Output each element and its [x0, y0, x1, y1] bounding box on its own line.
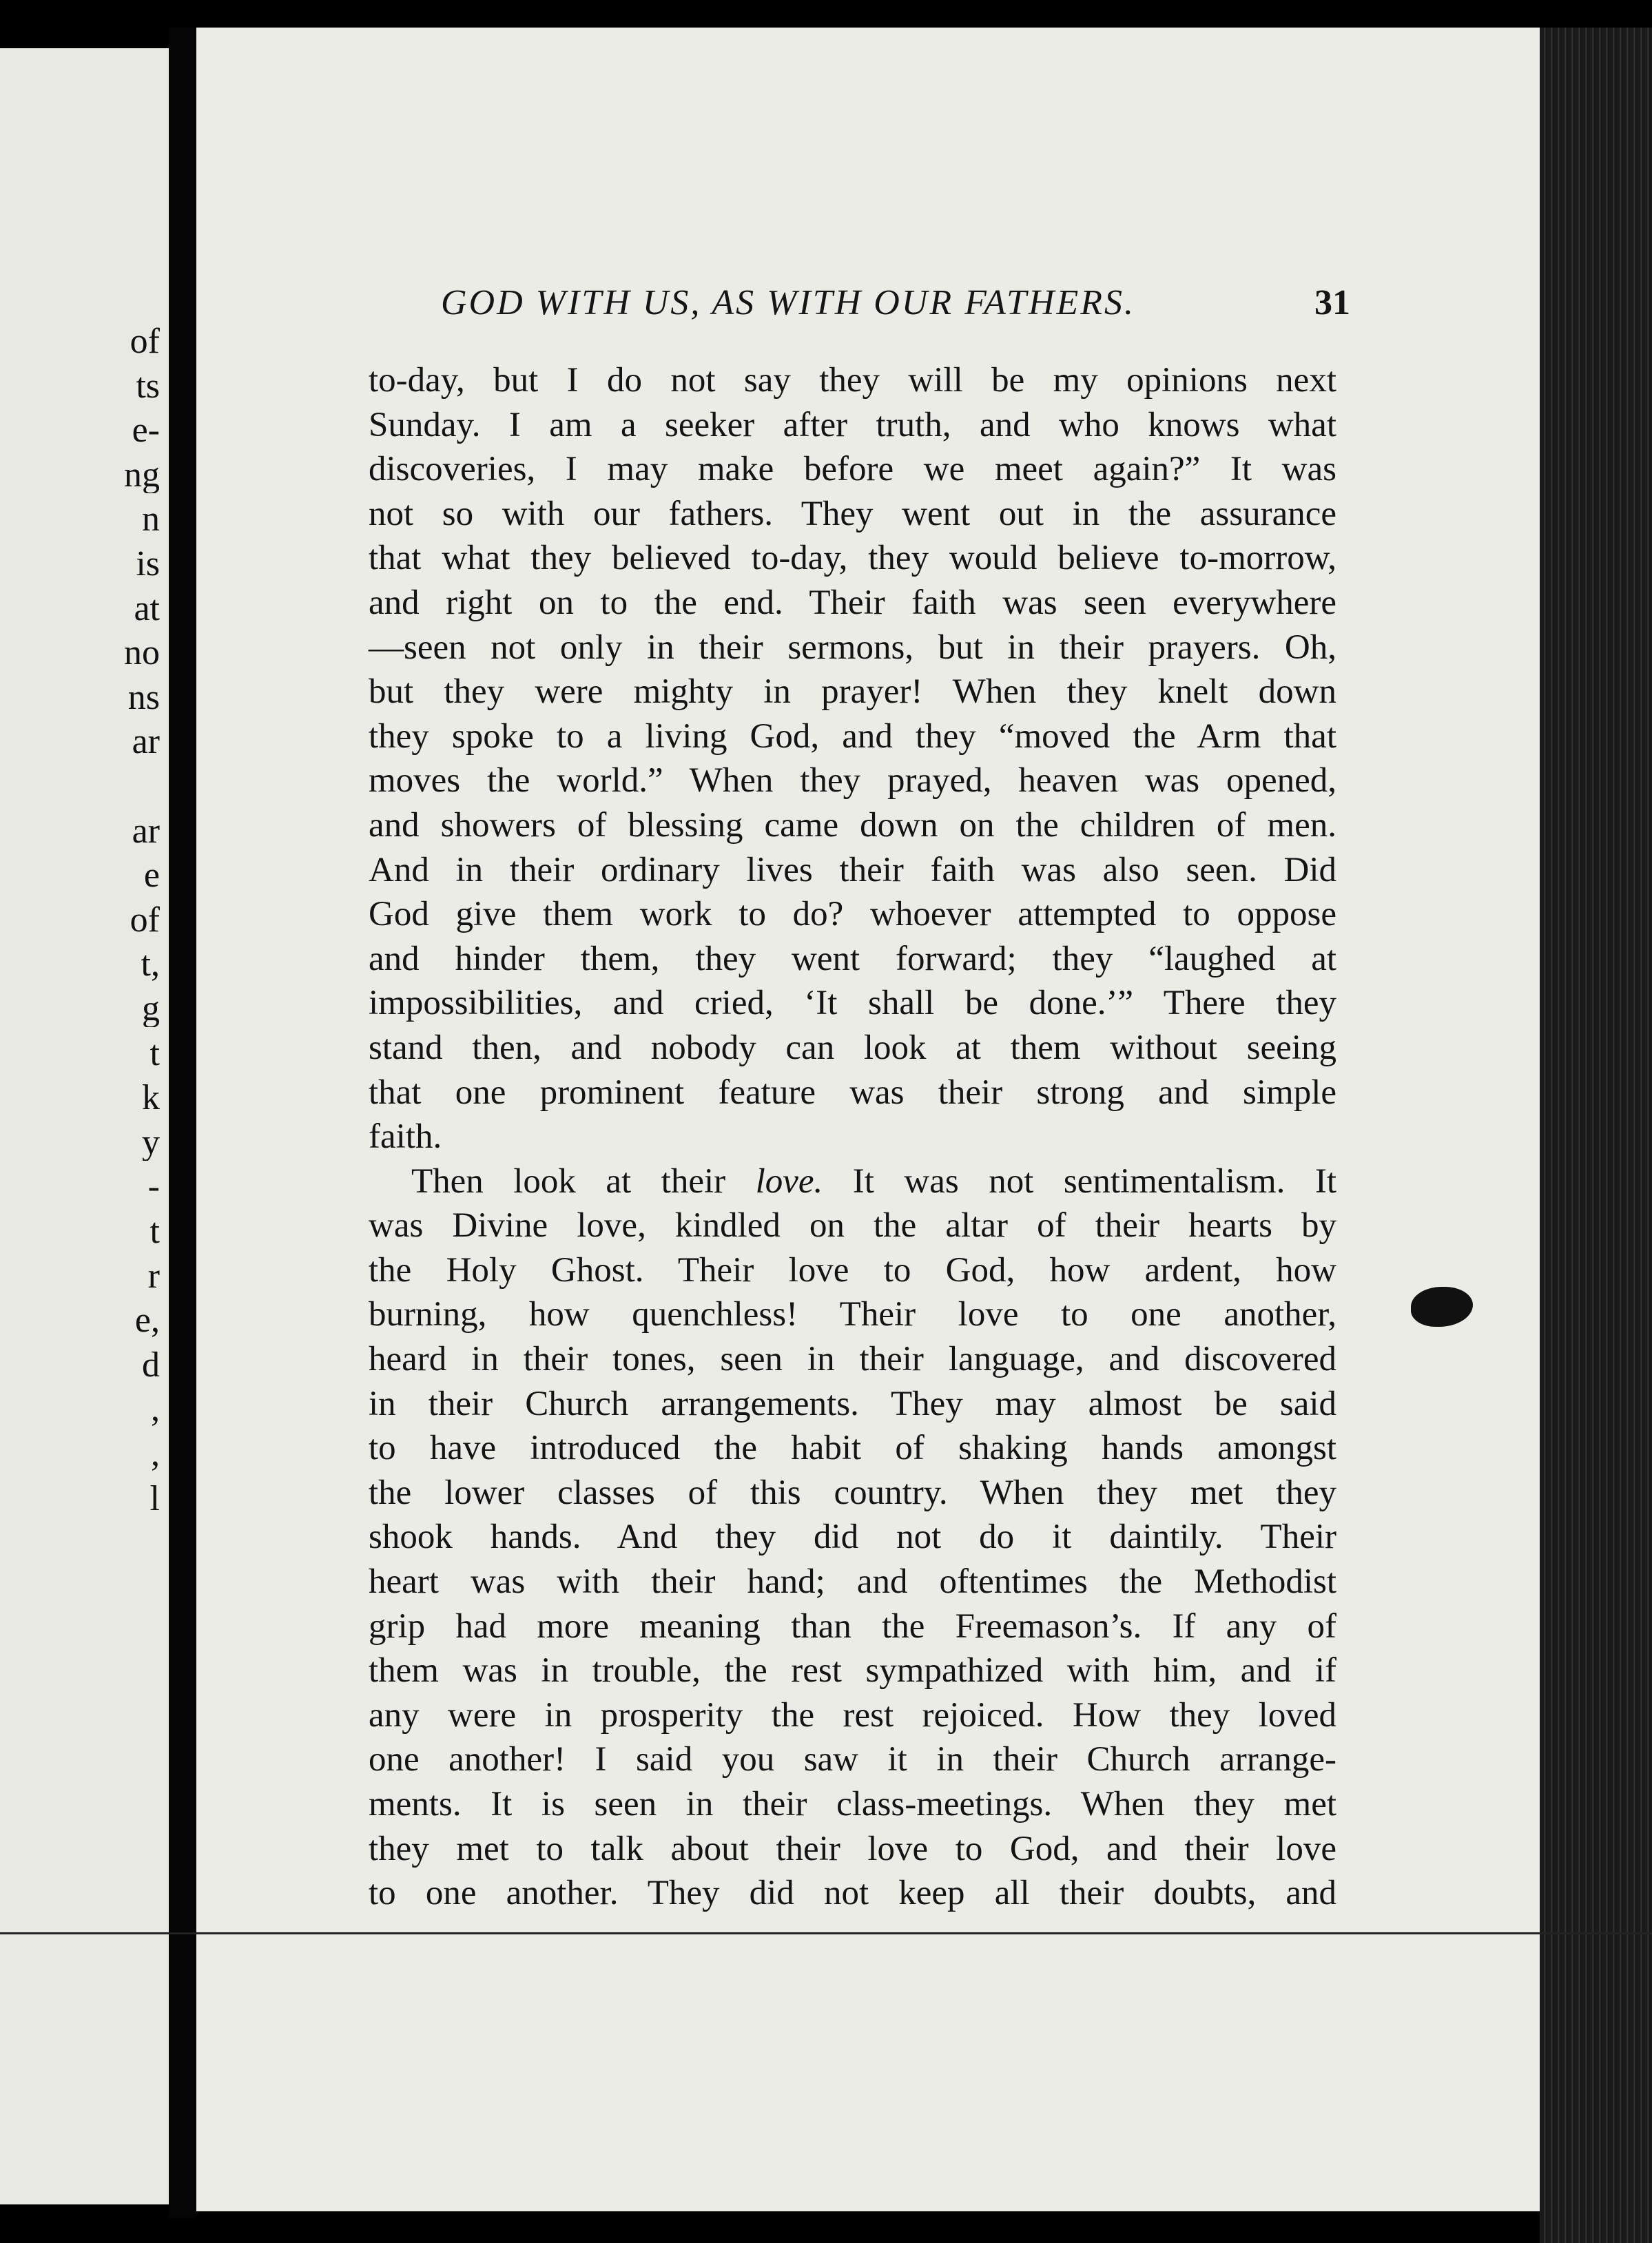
previous-page-fragment: ar	[132, 813, 160, 849]
previous-page-fragment: -	[147, 1169, 160, 1206]
text-line: —seen not only in their sermons, but in their prayers. Oh,	[369, 628, 1336, 667]
text-line: to-day, but I do not say they will be my opinions next	[369, 361, 1336, 400]
previous-page-fragment: is	[136, 546, 160, 582]
previous-page-fragment: n	[142, 502, 160, 538]
text-line: any were in prosperity the rest rejoiced. How they loved	[369, 1695, 1336, 1735]
text-line: the Holy Ghost. Their love to God, how ardent, how	[369, 1250, 1336, 1290]
emphasis-love: love.	[755, 1161, 823, 1201]
page-header	[441, 282, 1350, 331]
text-line: Sunday. I am a seeker after truth, and who knows what	[369, 405, 1336, 444]
previous-page-fragment: l	[149, 1480, 160, 1517]
previous-page-fragment: at	[134, 590, 160, 627]
previous-page-edge	[0, 48, 169, 2204]
text-line: burning, how quenchless! Their love to one another,	[369, 1295, 1336, 1334]
text-line: they met to talk about their love to God, and their love	[369, 1829, 1336, 1868]
previous-page-fragment: d	[142, 1347, 160, 1383]
text-line: discoveries, I may make before we meet again?” It was	[369, 450, 1336, 489]
text-line: the lower classes of this country. When they met they	[369, 1473, 1336, 1512]
text-line: moves the world.” When they prayed, heaven was opened,	[369, 761, 1336, 800]
text-line: grip had more meaning than the Freemason’s. If any of	[369, 1606, 1336, 1646]
previous-page-fragment: ts	[136, 368, 160, 404]
previous-page-fragment: no	[124, 635, 160, 672]
text-line: them was in trouble, the rest sympathized with him, and if	[369, 1651, 1336, 1691]
text-line: not so with our fathers. They went out in the assurance	[369, 494, 1336, 533]
paragraph-2-first-line	[369, 1159, 1336, 1204]
previous-page-fragment: e-	[132, 413, 160, 449]
text-line: And in their ordinary lives their faith was also seen. Did	[369, 850, 1336, 889]
previous-page-fragment: of	[130, 324, 160, 360]
text-line: that what they believed to-day, they would believe to-morrow,	[369, 539, 1336, 578]
previous-page-fragment: t	[149, 1035, 160, 1072]
text-line: and right on to the end. Their faith was seen everywhere	[369, 583, 1336, 622]
text-line: God give them work to do? whoever attempted to oppose	[369, 895, 1336, 934]
text-line: and showers of blessing came down on the children of men.	[369, 805, 1336, 845]
text-line: to one another. They did not keep all their doubts, and	[369, 1874, 1336, 1913]
previous-page-fragment: t,	[141, 947, 160, 983]
text-line: impossibilities, and cried, ‘It shall be done.’” There they	[369, 984, 1336, 1023]
previous-page-fragment: e	[143, 858, 160, 894]
text-line: but they were mighty in prayer! When they knelt down	[369, 672, 1336, 712]
book-gutter	[169, 28, 196, 2218]
text-line: faith.	[369, 1117, 442, 1157]
text-line: heard in their tones, seen in their language, and discovered	[369, 1340, 1336, 1379]
text-line: and hinder them, they went forward; they “laughed at	[369, 939, 1336, 978]
scan-rule-line	[0, 1932, 1652, 1934]
page-stack-edge	[1540, 28, 1652, 2243]
running-title: GOD WITH US, AS WITH OUR FATHERS.	[441, 283, 1136, 322]
body-text	[369, 358, 1336, 1916]
para2-lead-rest: It was not sentimentalism. It	[823, 1161, 1336, 1201]
text-line: one another! I said you saw it in their Church arrange-	[369, 1740, 1336, 1779]
previous-page-fragment: ar	[132, 724, 160, 761]
page-number: 31	[1314, 283, 1350, 322]
text-line: to have introduced the habit of shaking hands amongst	[369, 1429, 1336, 1468]
previous-page-fragment: t	[149, 1214, 160, 1250]
previous-page-fragment: ,	[151, 1392, 160, 1428]
text-line: was Divine love, kindled on the altar of their hearts by	[369, 1206, 1336, 1245]
previous-page-fragment: e,	[134, 1303, 160, 1339]
previous-page-fragment: ng	[124, 457, 160, 493]
text-line: they spoke to a living God, and they “moved the Arm that	[369, 716, 1336, 756]
previous-page-fragment: k	[142, 1080, 160, 1117]
previous-page-fragment: ns	[127, 679, 160, 716]
previous-page-fragment: ,	[151, 1436, 160, 1472]
previous-page-fragment: of	[130, 902, 160, 938]
text-line: in their Church arrangements. They may almost be said	[369, 1384, 1336, 1423]
paragraph-1	[369, 358, 1336, 1159]
text-line: shook hands. And they did not do it daintily. Their	[369, 1518, 1336, 1557]
para2-lead: Then look at their	[411, 1161, 756, 1201]
previous-page-fragment: y	[142, 1124, 160, 1161]
previous-page-fragment: r	[147, 1258, 160, 1294]
text-line: stand then, and nobody can look at them without seeing	[369, 1028, 1336, 1067]
text-line: that one prominent feature was their strong and simple	[369, 1073, 1336, 1112]
text-line: ments. It is seen in their class-meetings. When they met	[369, 1785, 1336, 1823]
previous-page-fragment: g	[142, 991, 160, 1027]
text-line: heart was with their hand; and oftentimes the Methodist	[369, 1562, 1336, 1602]
paragraph-2	[369, 1203, 1336, 1916]
